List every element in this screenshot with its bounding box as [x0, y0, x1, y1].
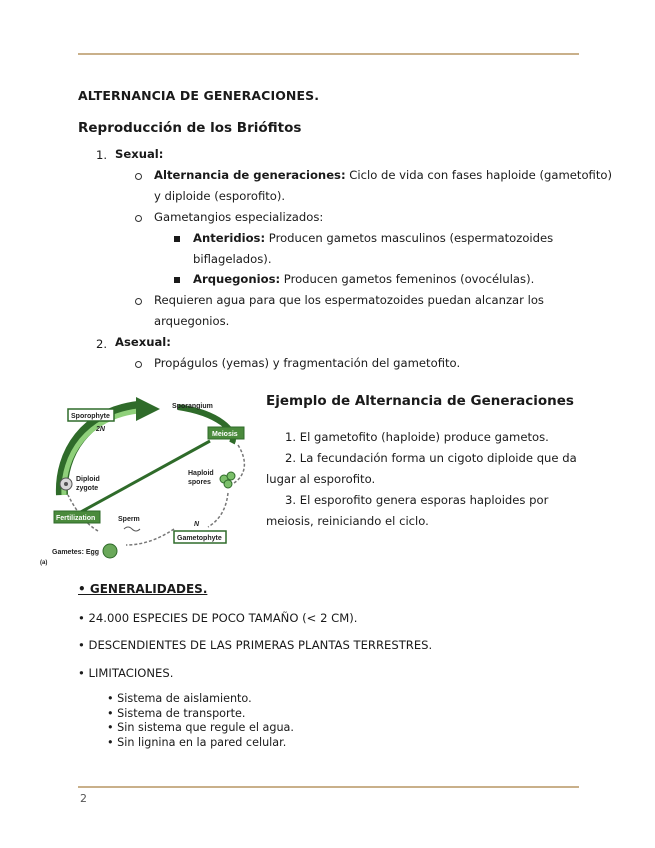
example-step: 2. La fecundación forma un cigoto diploide que da	[285, 451, 577, 465]
diploid-2n-label: 2N	[96, 426, 105, 433]
example-step: 3. El esporofito genera esporas haploides por	[285, 493, 549, 507]
haploid-label: Haploid	[188, 470, 214, 477]
circle-bullet-icon	[135, 215, 142, 222]
bullet-item: • DESCENDIENTES DE LAS PRIMERAS PLANTAS TERRESTRES.	[78, 638, 433, 652]
header-rule	[78, 53, 579, 55]
zygote-label: zygote	[76, 485, 99, 492]
bullet-item: • LIMITACIONES.	[78, 666, 174, 680]
spores-label: spores	[188, 479, 211, 486]
list-item: Requieren agua para que los espermatozoides puedan alcanzar los	[154, 293, 544, 307]
list-number: 1.	[96, 148, 108, 162]
list-item: Propágulos (yemas) y fragmentación del gametofito.	[154, 356, 461, 370]
circle-bullet-icon	[135, 173, 142, 180]
list-item: Alternancia de generaciones: Ciclo de vida con fases haploide (gametofito)	[154, 168, 613, 182]
page-number: 2	[80, 792, 87, 805]
circle-bullet-icon	[135, 298, 142, 305]
limitation-item: • Sistema de aislamiento.	[107, 692, 252, 705]
square-bullet-icon	[174, 236, 180, 242]
gametes-egg-label: Gametes: Egg	[52, 549, 100, 556]
spore-icon	[227, 472, 235, 480]
generalidades-heading: • GENERALIDADES.	[78, 582, 208, 596]
diploid-label: Diploid	[76, 476, 100, 483]
life-cycle-diagram	[38, 383, 258, 568]
asexual-label: Asexual:	[115, 335, 171, 349]
gametophyte-label: Gametophyte	[177, 535, 222, 542]
spore-icon	[224, 480, 232, 488]
circle-bullet-icon	[135, 361, 142, 368]
list-item: Arquegonios: Producen gametos femeninos (ovocélulas).	[193, 272, 535, 286]
haploid-n-label: N	[194, 521, 200, 528]
list-item-cont: y diploide (esporofito).	[154, 189, 286, 203]
egg-icon	[103, 544, 117, 558]
example-step: 1. El gametofito (haploide) produce gametos.	[285, 430, 549, 444]
footer-rule	[78, 786, 579, 788]
limitation-item: • Sin lignina en la pared celular.	[107, 736, 287, 749]
example-step-cont: lugar al esporofito.	[266, 472, 376, 486]
fertilization-label: Fertilization	[56, 515, 96, 522]
list-item: Gametangios especializados:	[154, 210, 324, 224]
section-heading: Reproducción de los Briófitos	[78, 120, 302, 136]
bullet-item: • 24.000 ESPECIES DE POCO TAMAÑO (< 2 CM).	[78, 611, 358, 625]
page-title: ALTERNANCIA DE GENERACIONES.	[78, 88, 320, 103]
list-item-cont: arquegonios.	[154, 314, 230, 328]
sexual-label: Sexual:	[115, 147, 164, 161]
sporangium-label: Sporangium	[172, 403, 213, 410]
example-step-cont: meiosis, reiniciando el ciclo.	[266, 514, 429, 528]
sperm-label: Sperm	[118, 516, 140, 523]
panel-label: (a)	[40, 560, 48, 566]
list-item-cont: biflagelados).	[193, 252, 272, 266]
list-number: 2.	[96, 337, 108, 351]
list-item: Anteridios: Producen gametos masculinos (espermatozoides	[193, 231, 554, 245]
meiosis-label: Meiosis	[212, 431, 238, 438]
limitation-item: • Sistema de transporte.	[107, 707, 246, 720]
example-heading: Ejemplo de Alternancia de Generaciones	[266, 393, 574, 409]
square-bullet-icon	[174, 277, 180, 283]
limitation-item: • Sin sistema que regule el agua.	[107, 721, 294, 734]
sporophyte-label: Sporophyte	[71, 413, 110, 420]
